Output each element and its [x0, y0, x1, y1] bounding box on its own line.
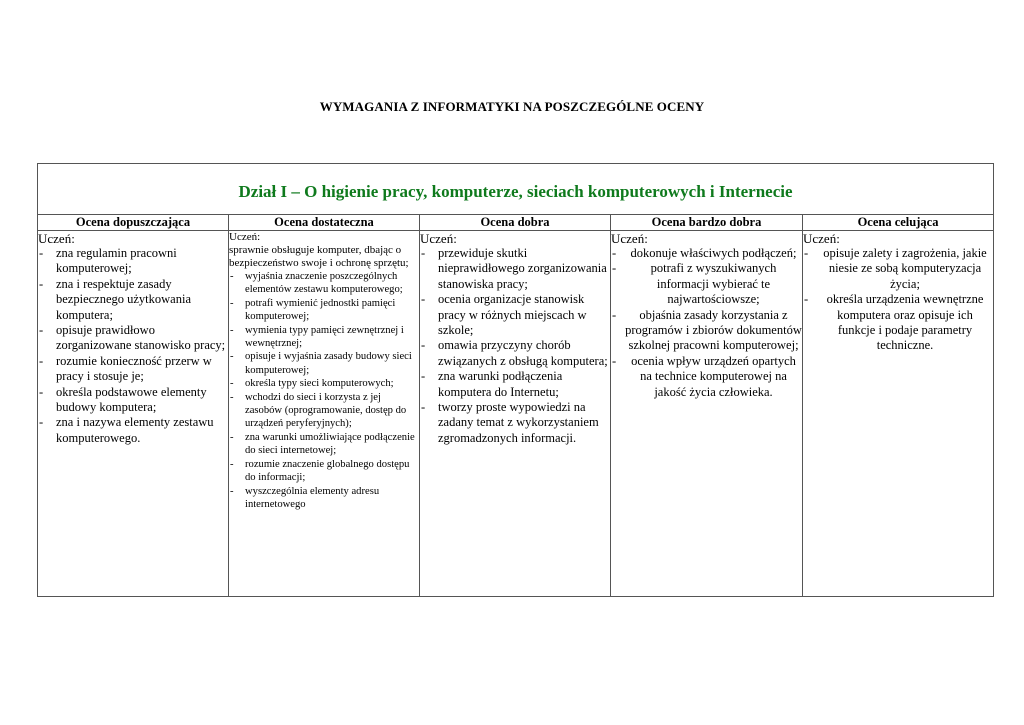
- requirement-item: - wyjaśnia znaczenie poszczególnych elementów zestawu komputerowego;: [229, 270, 419, 297]
- column-body-dopuszczajaca: [38, 231, 229, 597]
- column-intro: Uczeń:: [611, 231, 648, 246]
- column-body-celujaca: [803, 231, 994, 597]
- requirement-item: - dokonuje właściwych podłączeń;: [611, 246, 802, 261]
- requirement-item: - wymienia typy pamięci zewnętrznej i wewnętrznej;: [229, 324, 419, 351]
- column-body-dostateczna: [229, 231, 420, 597]
- document-title: WYMAGANIA Z INFORMATYKI NA POSZCZEGÓLNE OCENY: [319, 99, 705, 114]
- requirement-item: - zna warunki umożliwiające podłączenie do sieci internetowej;: [229, 431, 419, 458]
- column-header-dopuszczajaca: Ocena dopuszczająca: [38, 215, 229, 231]
- requirement-item: - określa podstawowe elementy budowy komputera;: [38, 385, 228, 416]
- requirements-list: [420, 246, 610, 446]
- requirement-item: - zna i nazywa elementy zestawu komputerowego.: [38, 415, 228, 446]
- section-title-cell: [38, 164, 994, 215]
- requirement-item: - rozumie znaczenie globalnego dostępu do informacji;: [229, 458, 419, 485]
- requirement-item: - zna warunki podłączenia komputera do Internetu;: [420, 369, 610, 400]
- requirement-item: - rozumie konieczność przerw w pracy i stosuje je;: [38, 354, 228, 385]
- requirement-item: - określa typy sieci komputerowych;: [229, 377, 419, 390]
- requirement-item: - przewiduje skutki nieprawidłowego zorganizowania stanowiska pracy;: [420, 246, 610, 292]
- requirement-item: - potrafi z wyszukiwanych informacji wybierać te najwartościowsze;: [611, 261, 802, 307]
- requirement-item: - opisuje i wyjaśnia zasady budowy sieci komputerowej;: [229, 350, 419, 377]
- requirements-list: [229, 270, 419, 511]
- requirements-list: [803, 246, 993, 354]
- column-header-celujaca: Ocena celująca: [803, 215, 994, 231]
- requirement-item: - objaśnia zasady korzystania z programów i zbiorów dokumentów szkolnej pracowni komputerowej;: [611, 308, 802, 354]
- column-header-dobra: Ocena dobra: [420, 215, 611, 231]
- column-body-bardzo-dobra: [611, 231, 803, 597]
- column-header-bardzo-dobra: Ocena bardzo dobra: [611, 215, 803, 231]
- column-intro: Uczeń: sprawnie obsługuje komputer, dbając o bezpieczeństwo swoje i ochronę sprzętu;: [229, 231, 409, 269]
- column-intro: Uczeń:: [420, 231, 457, 246]
- section-row: [38, 164, 994, 215]
- requirement-item: - zna regulamin pracowni komputerowej;: [38, 246, 228, 277]
- requirement-item: - ocenia wpływ urządzeń opartych na technice komputerowej na jakość życia człowieka.: [611, 354, 802, 400]
- column-intro: Uczeń:: [38, 231, 75, 246]
- requirements-list: [38, 246, 228, 446]
- requirement-item: - opisuje zalety i zagrożenia, jakie niesie ze sobą komputeryzacja życia;: [803, 246, 993, 292]
- requirement-item: - określa urządzenia wewnętrzne komputera oraz opisuje ich funkcje i podaje parametry techniczne.: [803, 292, 993, 354]
- requirements-list: [611, 246, 802, 400]
- requirement-item: - ocenia organizacje stanowisk pracy w różnych miejscach w szkole;: [420, 292, 610, 338]
- header-row: [38, 215, 994, 231]
- content-row: [38, 231, 994, 597]
- requirement-item: - omawia przyczyny chorób związanych z obsługą komputera;: [420, 338, 610, 369]
- requirement-item: - wchodzi do sieci i korzysta z jej zasobów (oprogramowanie, dostęp do urządzeń peryferyjnych);: [229, 391, 419, 431]
- column-body-dobra: [420, 231, 611, 597]
- column-intro: Uczeń:: [803, 231, 840, 246]
- requirement-item: - tworzy proste wypowiedzi na zadany temat z wykorzystaniem zgromadzonych informacji.: [420, 400, 610, 446]
- section-title: Dział I – O higienie pracy, komputerze, sieciach komputerowych i Internecie: [238, 182, 793, 201]
- requirement-item: - opisuje prawidłowo zorganizowane stanowisko pracy;: [38, 323, 228, 354]
- column-header-dostateczna: Ocena dostateczna: [229, 215, 420, 231]
- requirements-table: [37, 163, 994, 597]
- requirement-item: - wyszczególnia elementy adresu internetowego: [229, 485, 419, 512]
- requirement-item: - zna i respektuje zasady bezpiecznego użytkowania komputera;: [38, 277, 228, 323]
- requirement-item: - potrafi wymienić jednostki pamięci komputerowej;: [229, 297, 419, 324]
